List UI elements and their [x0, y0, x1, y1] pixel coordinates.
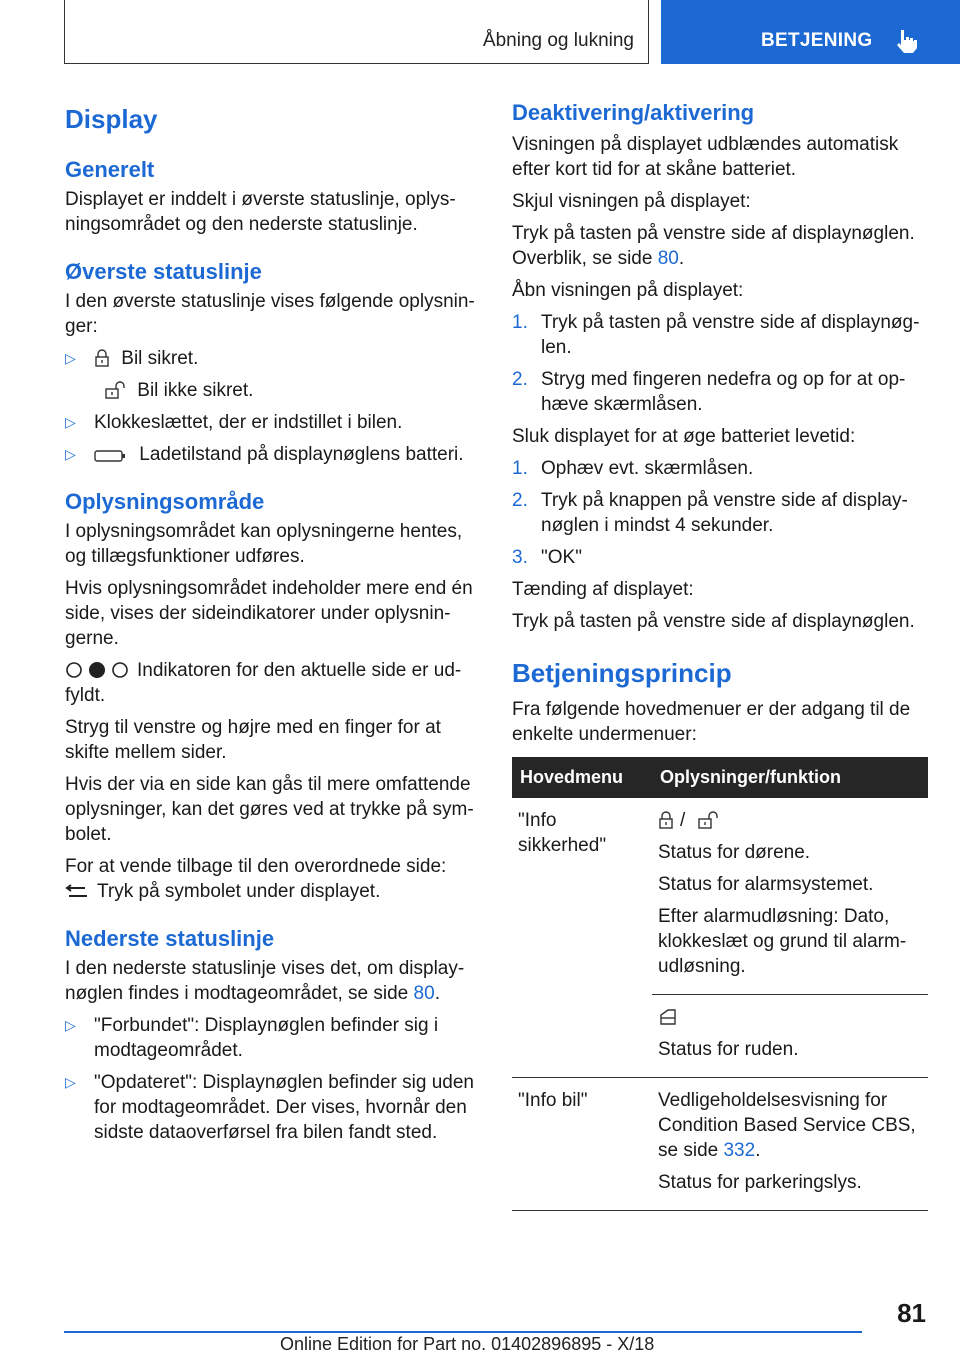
lock-closed-icon [94, 349, 110, 367]
page-indicator-icon [65, 661, 129, 679]
table-row [512, 1078, 928, 1211]
heading-bottom-status: Nederste statuslinje [65, 926, 275, 951]
page-number: 81 [897, 1298, 926, 1328]
table-cell-info: Status for ruden. [652, 995, 928, 1078]
table-cell-menu: "Info bil" [512, 1078, 652, 1211]
list-item: 3. "OK" [512, 547, 582, 568]
list-item: 1. Ophæv evt. skærmlåsen. [512, 458, 754, 479]
info-area-p6: For at vende tilbage til den overordnede side: Tryk på symbolet under displayet. [65, 856, 447, 902]
deact-p5: Sluk displayet for at øge batteriet levetid: [512, 426, 856, 447]
deact-p1: Visningen på displayet udblændes automatisk efter kort tid for at skåne batteriet. [512, 134, 899, 180]
bottom-status-intro: I den nederste statuslinje vises det, om display-nøglen findes i modtageområdet, se side 80. [65, 958, 465, 1004]
triangle-bullet-icon: ▷ [65, 350, 76, 366]
info-area-p3: Indikatoren for den aktuelle side er ud-fyldt. [65, 660, 462, 706]
footer-edition: Online Edition for Part no. 01402896895 - X/18 [280, 1334, 655, 1354]
lock-open-icon [697, 811, 719, 829]
heading-deactivation: Deaktivering/aktivering [512, 100, 755, 125]
header-section-box [64, 0, 649, 64]
heading-principle: Betjeningsprincip [512, 658, 732, 688]
top-status-intro: I den øverste statuslinje vises følgende oplysnin-ger: [65, 291, 475, 337]
header-chapter-box [661, 0, 960, 64]
table-cell-info: Vedligeholdelsesvisning for Condition Based Service CBS, se side 332. Status for parkeringslys. [652, 1078, 928, 1211]
list-item-updated: ▷ "Opdateret": Displaynøglen befinder sig uden for modtageområdet. Der vises, hvornår den sidste dataoverførsel fra bilen fandt sted. [65, 1072, 474, 1143]
page-link-332[interactable]: 332 [723, 1140, 756, 1161]
table-header-menu: Hovedmenu [512, 757, 652, 798]
battery-icon [94, 449, 126, 463]
list-item-battery: ▷ Ladetilstand på displaynøglens batteri. [65, 444, 464, 465]
list-item: 1. Tryk på tasten på venstre side af displaynøg-len. [512, 312, 920, 358]
page-link-80[interactable]: 80 [413, 983, 435, 1004]
left-column [65, 100, 480, 1152]
triangle-bullet-icon: ▷ [65, 414, 76, 430]
table-header-info: Oplysninger/funktion [652, 757, 928, 798]
list-item-clock: ▷ Klokkeslættet, der er indstillet i bilen. [65, 412, 403, 433]
car-window-icon [658, 1008, 678, 1026]
deact-p3: Tryk på tasten på venstre side af displaynøglen. Overblik, se side 80. [512, 223, 915, 269]
section-title-display: Display [65, 104, 158, 134]
triangle-bullet-icon: ▷ [65, 446, 76, 462]
heading-top-status: Øverste statuslinje [65, 259, 262, 284]
menu-table [512, 757, 928, 1211]
list-item: 2. Stryg med fingeren nedefra og op for at op-hæve skærmlåsen. [512, 369, 906, 415]
triangle-bullet-icon: ▷ [65, 1017, 76, 1033]
info-area-p2: Hvis oplysningsområdet indeholder mere end én side, vises der sideindikatorer under oplysnin-gerne. [65, 578, 473, 649]
page-link-80[interactable]: 80 [657, 248, 679, 269]
footer-divider [64, 1331, 862, 1333]
back-arrow-icon [65, 884, 89, 900]
deact-p2: Skjul visningen på displayet: [512, 191, 751, 212]
principle-intro: Fra følgende hovedmenuer er der adgang til de enkelte undermenuer: [512, 699, 911, 745]
list-item-lock: ▷ Bil sikret. [65, 348, 199, 369]
header-chapter-title: BETJENING [761, 30, 873, 51]
table-cell-menu: "Info sikkerhed" [512, 798, 652, 1078]
lock-open-icon [104, 381, 126, 399]
header-section-title: Åbning og lukning [482, 30, 634, 51]
table-cell-info: / Status for dørene. Status for alarmsystemet. Efter alarmudløsning: Dato, klokkeslæt og grund til alarm-udløsning. [652, 798, 928, 995]
list-item: 2. Tryk på knappen på venstre side af display-nøglen i mindst 4 sekunder. [512, 490, 908, 536]
heading-generelt: Generelt [65, 157, 155, 182]
right-column [512, 100, 928, 1211]
info-area-p4: Stryg til venstre og højre med en finger for at skifte mellem sider. [65, 717, 441, 763]
deact-p6: Tænding af displayet: [512, 579, 694, 600]
info-area-p1: I oplysningsområdet kan oplysningerne hentes, og tillægsfunktioner udføres. [65, 521, 463, 567]
heading-info-area: Oplysningsområde [65, 489, 265, 514]
table-row [512, 798, 928, 995]
deact-p7: Tryk på tasten på venstre side af displaynøglen. [512, 611, 915, 632]
info-area-p5: Hvis der via en side kan gås til mere omfattende oplysninger, kan det gøres ved at trykke på sym-bolet. [65, 774, 474, 845]
hand-pointer-icon [895, 28, 919, 54]
generelt-text: Displayet er inddelt i øverste statuslinje, oplys-ningsområdet og den nederste statuslinje. [65, 189, 456, 235]
list-item-unlock: Bil ikke sikret. [65, 378, 480, 403]
triangle-bullet-icon: ▷ [65, 1074, 76, 1090]
list-item-connected: ▷ "Forbundet": Displaynøglen befinder sig i modtageområdet. [65, 1015, 439, 1061]
deact-p4: Åbn visningen på displayet: [512, 280, 744, 301]
lock-closed-icon [658, 811, 674, 829]
